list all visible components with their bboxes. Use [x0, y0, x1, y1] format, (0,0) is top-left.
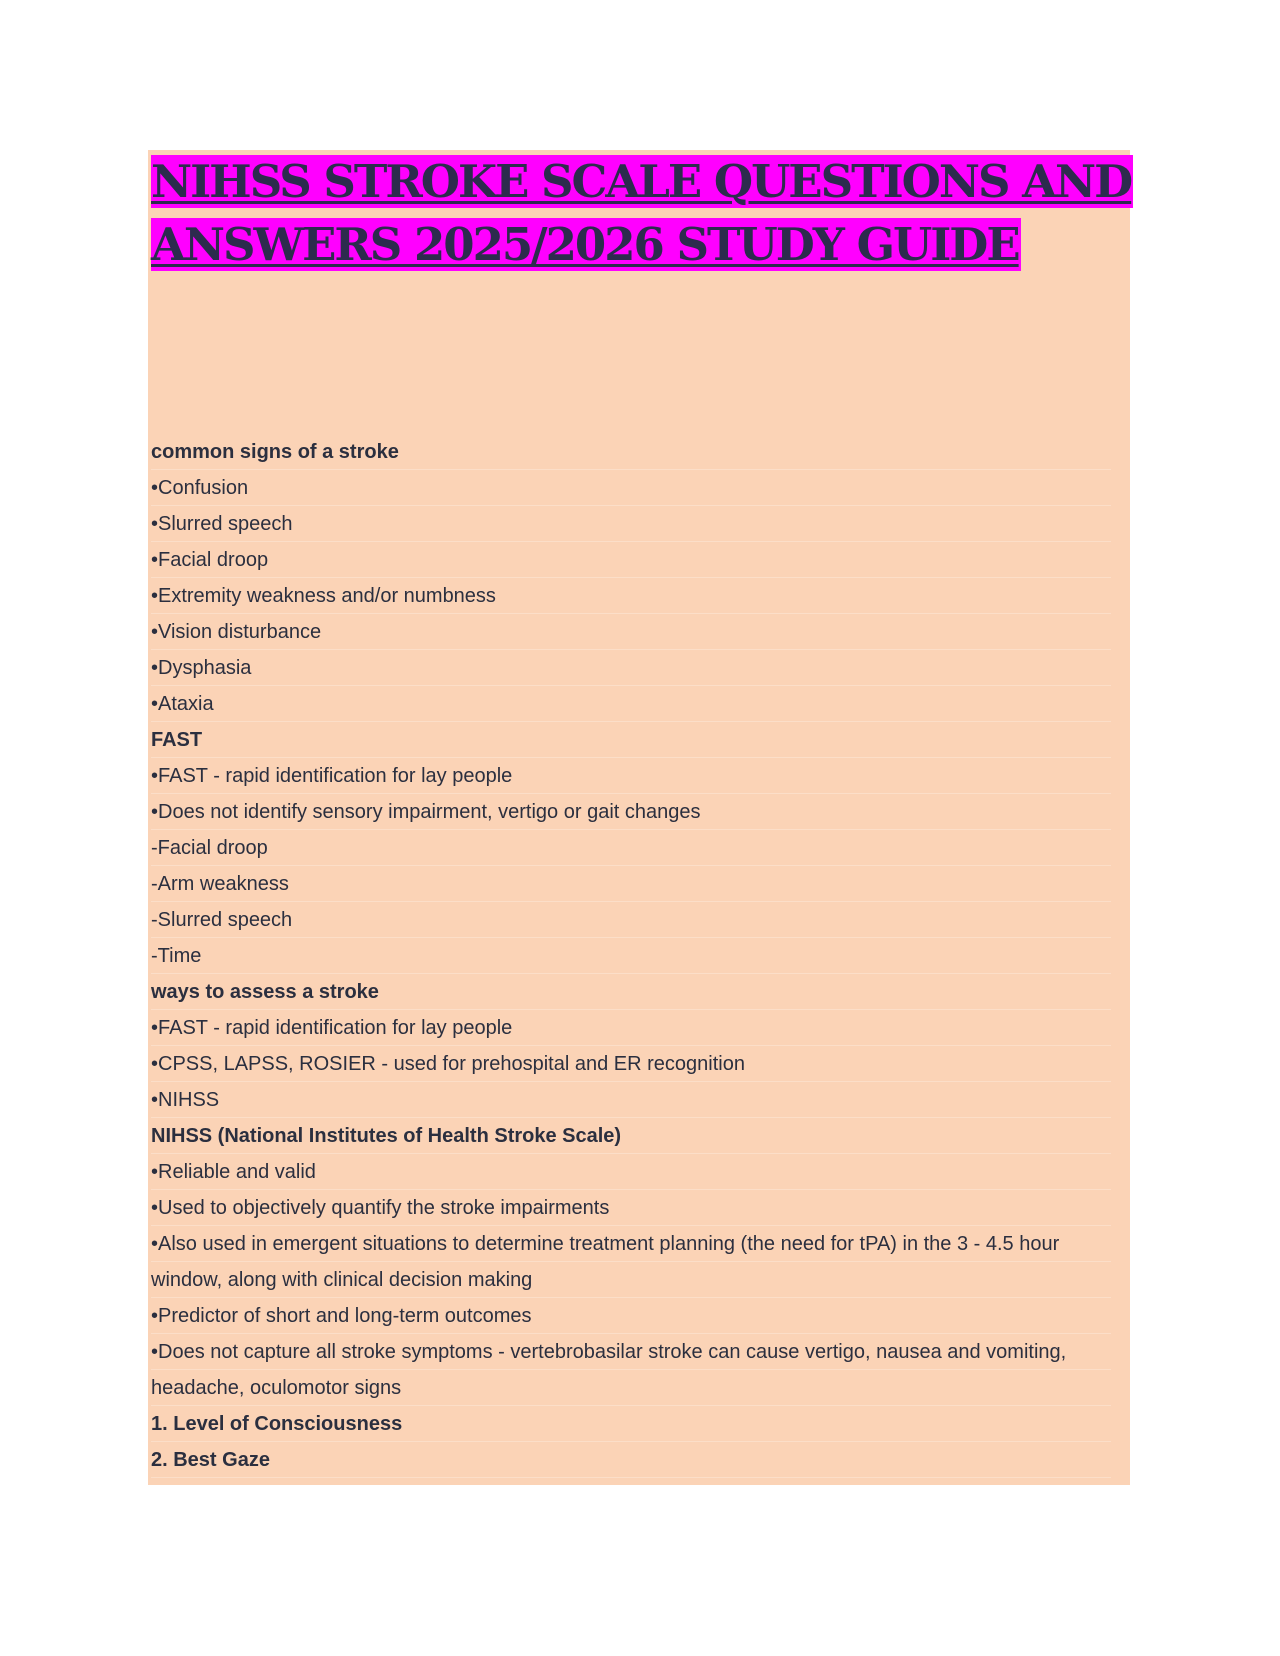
text-line: •Does not identify sensory impairment, vertigo or gait changes	[151, 794, 1111, 830]
section-heading: NIHSS (National Institutes of Health Stroke Scale)	[151, 1118, 1111, 1154]
text-line: •NIHSS	[151, 1082, 1111, 1118]
section-heading: ways to assess a stroke	[151, 974, 1111, 1010]
title-highlight-1: NIHSS STROKE SCALE QUESTIONS AND	[151, 155, 1132, 208]
text-line: -Time	[151, 938, 1111, 974]
text-line: •Facial droop	[151, 542, 1111, 578]
title-line-1	[151, 150, 1133, 213]
text-line: headache, oculomotor signs	[151, 1370, 1111, 1406]
text-line: •Dysphasia	[151, 650, 1111, 686]
text-line: -Slurred speech	[151, 902, 1111, 938]
text-line: •Used to objectively quantify the stroke impairments	[151, 1190, 1111, 1226]
text-line: window, along with clinical decision making	[151, 1262, 1111, 1298]
text-line: •Does not capture all stroke symptoms - vertebrobasilar stroke can cause vertigo, nausea and vomiting,	[151, 1334, 1111, 1370]
text-line: •Ataxia	[151, 686, 1111, 722]
text-line: •Also used in emergent situations to determine treatment planning (the need for tPA) in the 3 - 4.5 hour	[151, 1226, 1111, 1262]
text-line: •Slurred speech	[151, 506, 1111, 542]
text-line: -Facial droop	[151, 830, 1111, 866]
section-heading: 1. Level of Consciousness	[151, 1406, 1111, 1442]
section-heading: FAST	[151, 722, 1111, 758]
text-line: •Predictor of short and long-term outcomes	[151, 1298, 1111, 1334]
text-line: •FAST - rapid identification for lay people	[151, 758, 1111, 794]
text-line: •Vision disturbance	[151, 614, 1111, 650]
text-line: •Extremity weakness and/or numbness	[151, 578, 1111, 614]
section-heading: common signs of a stroke	[151, 434, 1111, 470]
title-line-2	[151, 213, 1133, 276]
document-body	[151, 434, 1111, 1478]
document-title	[151, 150, 1133, 276]
title-highlight-2: ANSWERS 2025/2026 STUDY GUIDE	[151, 218, 1019, 271]
text-line: •Reliable and valid	[151, 1154, 1111, 1190]
text-line: •FAST - rapid identification for lay people	[151, 1010, 1111, 1046]
text-line: •Confusion	[151, 470, 1111, 506]
text-line: •CPSS, LAPSS, ROSIER - used for prehospital and ER recognition	[151, 1046, 1111, 1082]
section-heading: 2. Best Gaze	[151, 1442, 1111, 1478]
text-line: -Arm weakness	[151, 866, 1111, 902]
